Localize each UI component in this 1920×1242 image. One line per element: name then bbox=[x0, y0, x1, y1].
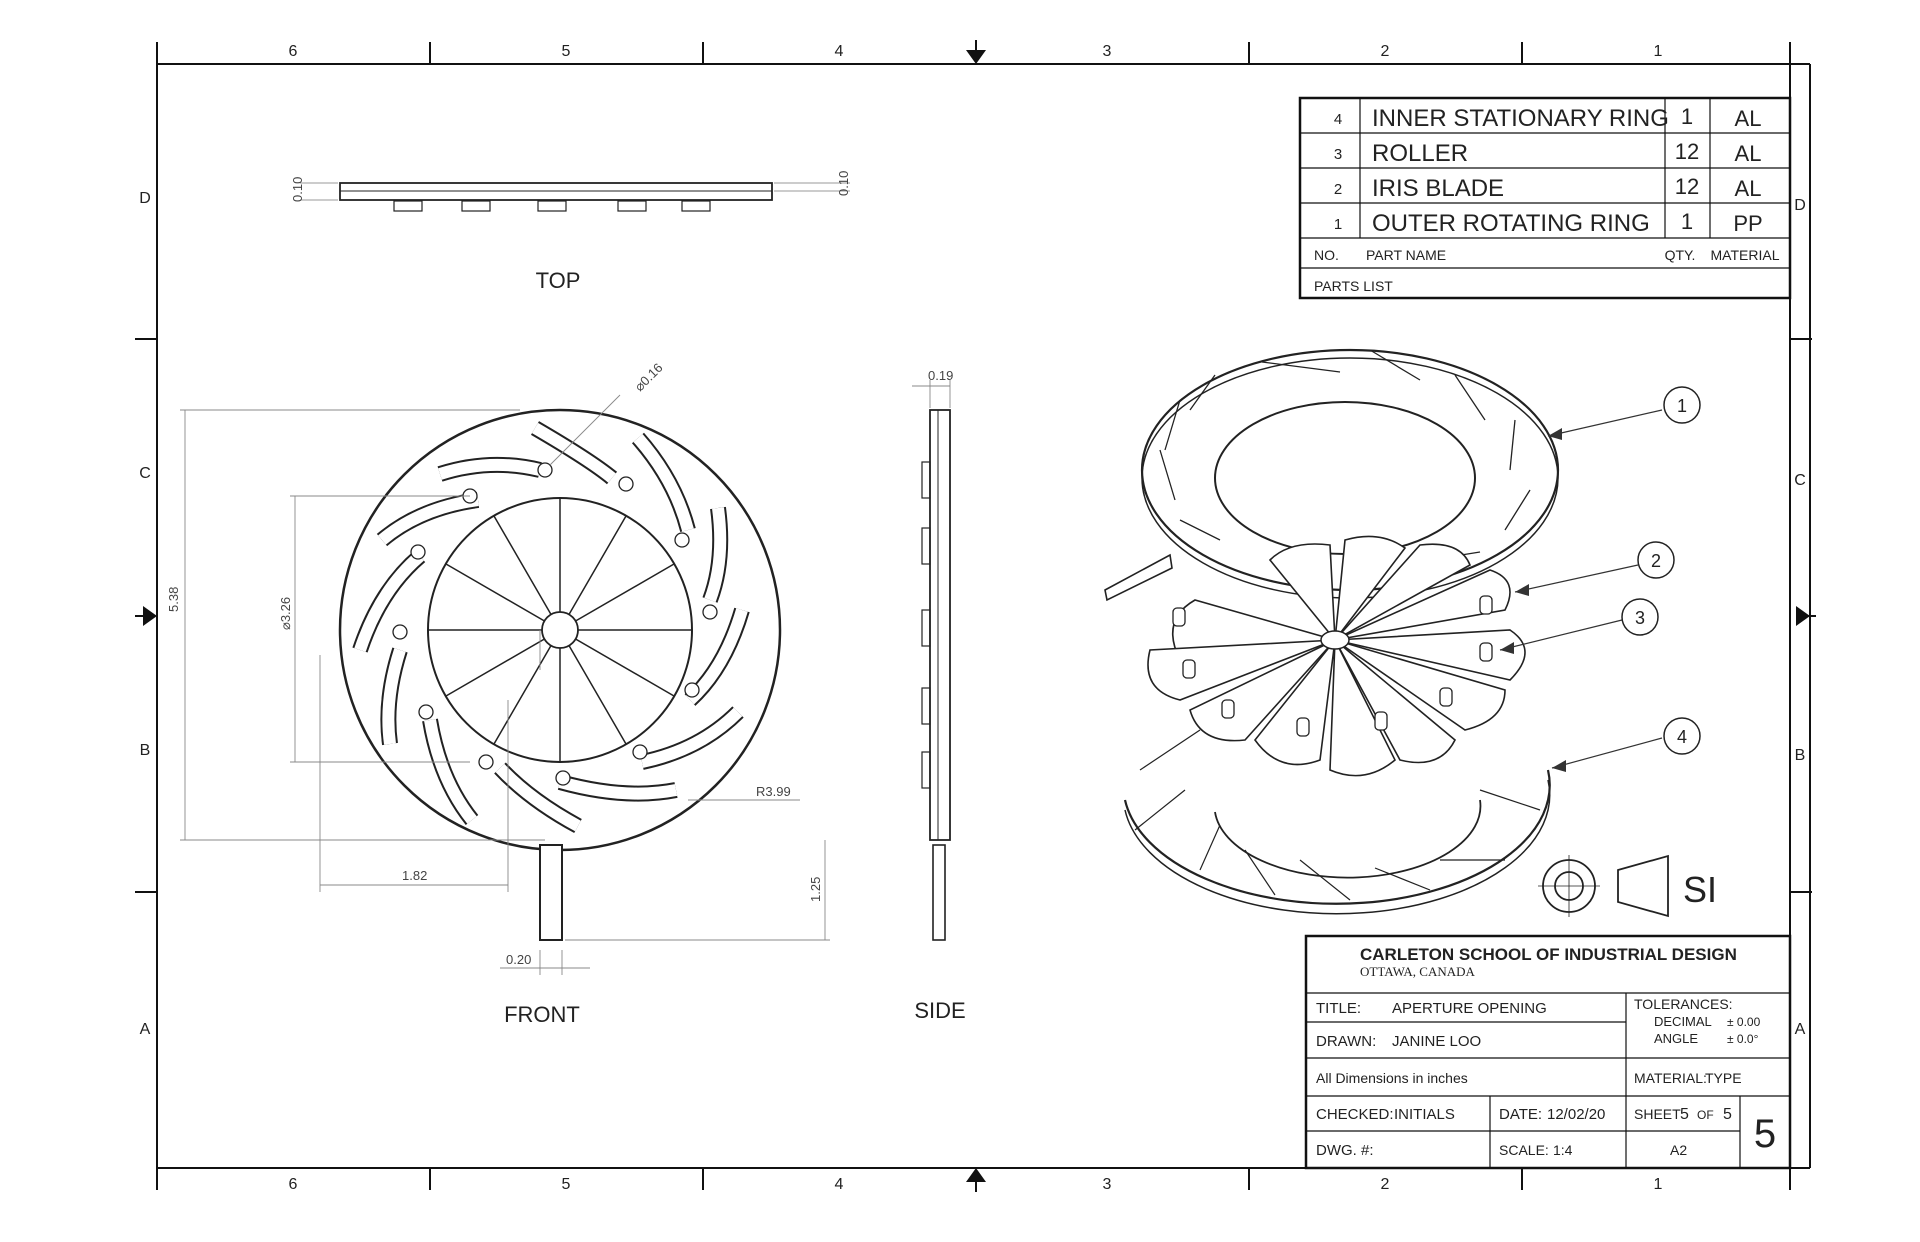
part-qty: 1 bbox=[1680, 104, 1694, 129]
sheet-number-large: 5 bbox=[1753, 1112, 1777, 1156]
side-view bbox=[912, 380, 950, 940]
header-no: NO. bbox=[1314, 247, 1339, 263]
part-no: 3 bbox=[1333, 146, 1343, 163]
scale-label: SCALE: bbox=[1499, 1142, 1549, 1158]
header-qty: QTY. bbox=[1664, 247, 1696, 263]
drawn-label: DRAWN: bbox=[1316, 1033, 1377, 1050]
part-qty: 12 bbox=[1674, 174, 1700, 199]
title-value: APERTURE OPENING bbox=[1392, 1000, 1547, 1017]
row-label-c-right: C bbox=[1794, 472, 1806, 489]
top-view bbox=[300, 183, 850, 211]
dim-hole-dia: ⌀0.16 bbox=[631, 360, 666, 395]
part-no: 2 bbox=[1333, 181, 1343, 198]
school-name: CARLETON SCHOOL OF INDUSTRIAL DESIGN bbox=[1360, 945, 1737, 964]
balloon-3: 3 bbox=[1634, 608, 1646, 628]
dim-overall-height: 5.38 bbox=[166, 586, 181, 612]
front-view bbox=[180, 395, 830, 975]
projection-symbol bbox=[1538, 855, 1668, 917]
part-name: ROLLER bbox=[1372, 140, 1469, 167]
part-qty: 12 bbox=[1674, 139, 1700, 164]
decimal-value: ± 0.00 bbox=[1727, 1015, 1761, 1029]
angle-label: ANGLE bbox=[1654, 1031, 1699, 1046]
scale-value: 1:4 bbox=[1553, 1142, 1573, 1158]
col-label-3-bottom: 3 bbox=[1102, 1176, 1112, 1193]
checked-value: INITIALS bbox=[1394, 1106, 1455, 1123]
balloon-2: 2 bbox=[1650, 551, 1662, 571]
units-note: All Dimensions in inches bbox=[1316, 1070, 1468, 1086]
date-value: 12/02/20 bbox=[1547, 1106, 1606, 1123]
dwg-label: DWG. #: bbox=[1316, 1142, 1374, 1159]
part-name: INNER STATIONARY RING bbox=[1372, 105, 1669, 132]
dim-radius: R3.99 bbox=[756, 784, 791, 799]
dim-side-thickness: 0.19 bbox=[928, 368, 954, 383]
view-label-front: FRONT bbox=[504, 1002, 580, 1027]
part-name: OUTER ROTATING RING bbox=[1372, 210, 1650, 237]
part-material: AL bbox=[1734, 106, 1762, 131]
part-material: AL bbox=[1734, 141, 1762, 166]
balloon-4: 4 bbox=[1676, 727, 1688, 747]
col-label-4: 4 bbox=[834, 43, 844, 60]
material-label: MATERIAL: bbox=[1634, 1070, 1707, 1086]
date-label: DATE: bbox=[1499, 1106, 1543, 1123]
projection-label: SI bbox=[1683, 869, 1718, 910]
dim-tab-width: 0.20 bbox=[506, 952, 532, 967]
parts-list bbox=[1300, 98, 1790, 298]
dim-offset: 1.82 bbox=[402, 868, 428, 883]
sheet-size: A2 bbox=[1670, 1142, 1688, 1158]
balloon-1: 1 bbox=[1676, 396, 1688, 416]
col-label-4-bottom: 4 bbox=[834, 1176, 844, 1193]
col-label-6: 6 bbox=[288, 43, 298, 60]
row-label-b-right: B bbox=[1794, 747, 1806, 764]
row-label-c: C bbox=[139, 465, 151, 482]
view-label-side: SIDE bbox=[914, 998, 966, 1023]
col-label-2-bottom: 2 bbox=[1380, 1176, 1390, 1193]
col-label-2: 2 bbox=[1380, 43, 1390, 60]
header-name: PART NAME bbox=[1366, 247, 1447, 263]
parts-list-caption: PARTS LIST bbox=[1314, 278, 1393, 294]
part-name: IRIS BLADE bbox=[1372, 175, 1505, 202]
angle-value: ± 0.0° bbox=[1727, 1032, 1759, 1046]
row-label-a: A bbox=[139, 1021, 151, 1038]
sheet-value: 5 bbox=[1680, 1106, 1689, 1123]
drawn-value: JANINE LOO bbox=[1392, 1033, 1482, 1050]
dim-tab-length: 1.25 bbox=[808, 876, 823, 902]
dim-top-right: 0.10 bbox=[836, 170, 851, 196]
col-label-1-bottom: 1 bbox=[1653, 1176, 1663, 1193]
header-material: MATERIAL bbox=[1710, 247, 1780, 263]
col-label-1: 1 bbox=[1653, 43, 1663, 60]
view-label-top: TOP bbox=[535, 268, 581, 293]
row-label-a-right: A bbox=[1794, 1021, 1806, 1038]
part-qty: 1 bbox=[1680, 209, 1694, 234]
col-label-3: 3 bbox=[1102, 43, 1112, 60]
part-no: 1 bbox=[1333, 216, 1343, 233]
col-label-5: 5 bbox=[561, 43, 571, 60]
row-label-d-right: D bbox=[1794, 197, 1806, 214]
tolerances-label: TOLERANCES: bbox=[1634, 996, 1733, 1012]
decimal-label: DECIMAL bbox=[1654, 1014, 1712, 1029]
of-value: 5 bbox=[1723, 1106, 1732, 1123]
material-value: TYPE bbox=[1705, 1070, 1742, 1086]
checked-label: CHECKED: bbox=[1316, 1106, 1394, 1123]
part-material: AL bbox=[1734, 176, 1762, 201]
col-label-5-bottom: 5 bbox=[561, 1176, 571, 1193]
row-label-d: D bbox=[139, 190, 151, 207]
part-material: PP bbox=[1733, 211, 1763, 236]
col-label-6-bottom: 6 bbox=[288, 1176, 298, 1193]
exploded-isometric-view bbox=[1105, 350, 1700, 914]
row-label-b: B bbox=[139, 742, 151, 759]
dim-inner-dia: ⌀3.26 bbox=[278, 596, 293, 630]
title-label: TITLE: bbox=[1316, 1000, 1362, 1017]
school-location: OTTAWA, CANADA bbox=[1360, 964, 1475, 979]
dim-top-left: 0.10 bbox=[290, 176, 305, 202]
sheet-label: SHEET bbox=[1634, 1106, 1681, 1122]
part-no: 4 bbox=[1333, 111, 1343, 128]
of-label: OF bbox=[1697, 1108, 1714, 1122]
